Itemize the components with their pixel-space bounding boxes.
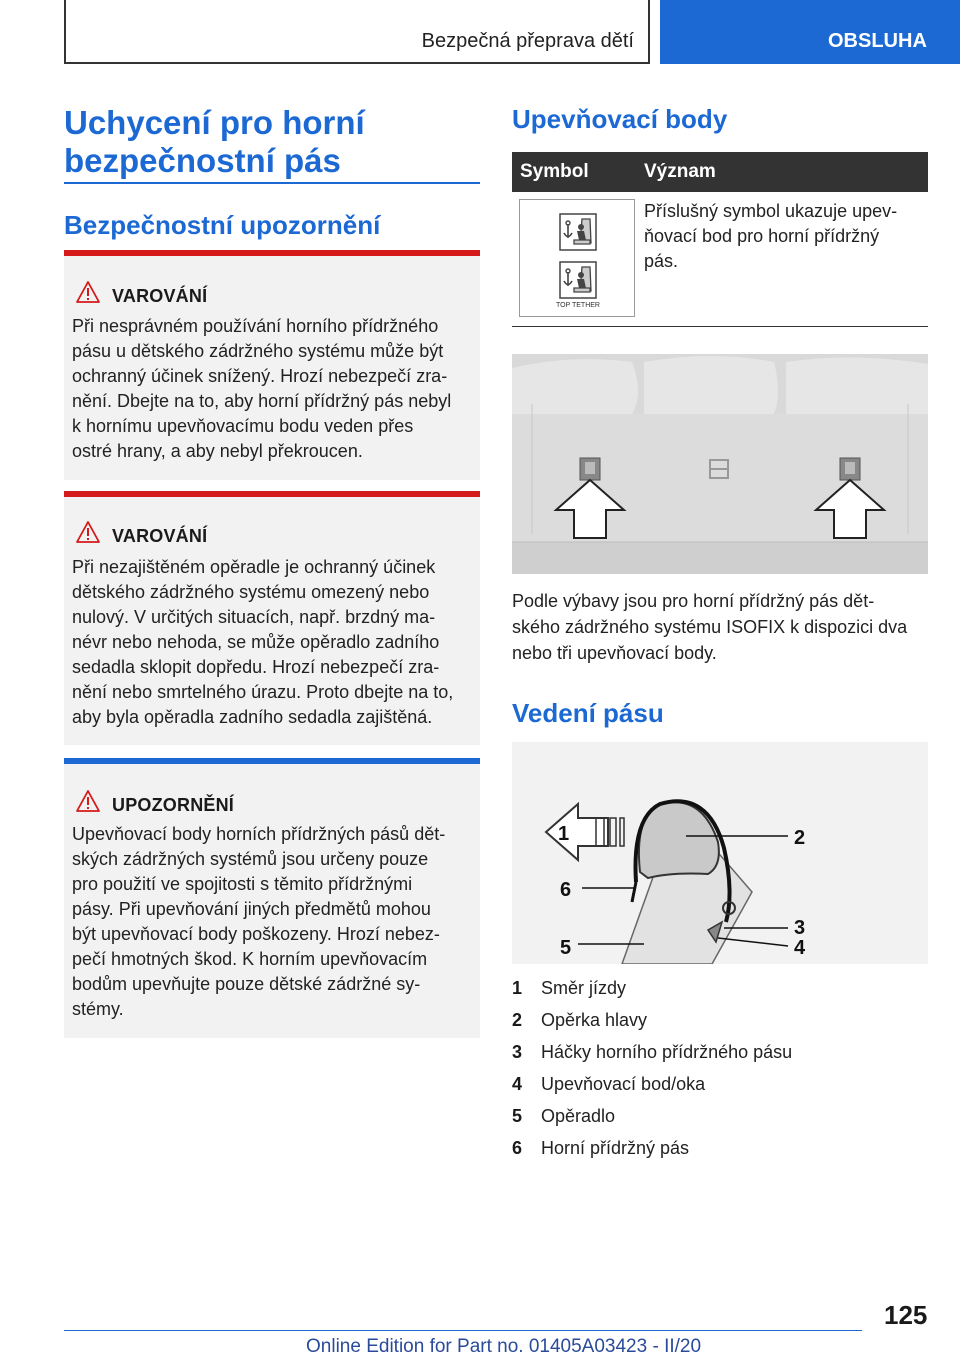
strap-routing-diagram xyxy=(512,742,928,964)
diagram-illustration xyxy=(512,742,928,964)
table-bottom-rule xyxy=(512,326,928,327)
list-item: 3 Háčky horního přídržného pásu xyxy=(512,1042,793,1062)
symbol-caption: TOP TETHER xyxy=(556,302,600,309)
diagram-legend xyxy=(512,975,928,1167)
callout-6: 6 xyxy=(560,879,572,901)
chapter-tab xyxy=(660,0,960,64)
header-section-box xyxy=(64,0,650,64)
caution-title: UPOZORNĚNÍ xyxy=(112,795,235,815)
title-rule xyxy=(64,182,480,184)
symbol-cell xyxy=(519,199,635,317)
caution-triangle-icon xyxy=(76,790,100,812)
list-item: 1 Směr jízdy xyxy=(512,978,627,998)
anchors-paragraph: Podle výbavy jsou pro horní přídržný pás dět- ského zádržného systému ISOFIX k dispozici dva nebo tři upevňovací body. xyxy=(512,591,908,663)
edition-note: Online Edition for Part no. 01405A03423 - II/20 xyxy=(306,1336,702,1357)
list-item: 4 Upevňovací bod/oka xyxy=(512,1074,706,1094)
page-number: 125 xyxy=(884,1300,928,1330)
callout-1: 1 xyxy=(558,823,570,845)
callout-2: 2 xyxy=(794,827,806,849)
list-item: 5 Opěradlo xyxy=(512,1106,616,1126)
list-item: 6 Horní přídržný pás xyxy=(512,1138,690,1158)
list-item: 2 Opěrka hlavy xyxy=(512,1010,648,1030)
child-seat-anchor-symbol-icon xyxy=(520,200,636,318)
chapter-label: OBSLUHA xyxy=(828,30,927,52)
safety-heading: Bezpečnostní upozornění xyxy=(64,210,381,240)
table-header xyxy=(512,152,928,192)
caution-box xyxy=(64,758,480,1038)
warning-title: VAROVÁNÍ xyxy=(112,286,208,306)
warning-text: Při nezajištěném opěradle je ochranný účinek dětského zádržného systému omezený nebo nulový. V určitých situacích, např. brzdný ma- névr nebo nehoda, se může opěradlo zadního sedadla sklopit dopředu. Hrozí nebezpečí zra- nění nebo smrtelného úrazu. Proto dbejte na to, aby byla opěradla zadního sedadla zajištěná. xyxy=(72,557,454,727)
column-header-symbol: Symbol xyxy=(520,161,589,182)
anchors-heading: Upevňovací body xyxy=(512,104,728,134)
column-header-meaning: Význam xyxy=(644,161,716,182)
page-title: Uchycení pro horní bezpečnostní pás xyxy=(64,104,365,179)
warning-triangle-icon xyxy=(76,521,100,543)
callout-5: 5 xyxy=(560,937,572,959)
section-title: Bezpečná přeprava dětí xyxy=(421,30,634,52)
warning-box-2 xyxy=(64,491,480,745)
warning-title: VAROVÁNÍ xyxy=(112,526,208,546)
warning-box-1 xyxy=(64,250,480,480)
caution-text: Upevňovací body horních přídržných pásů dět- ských zádržných systémů jsou určeny pouze pro použití ve spojitosti s těmito přídržnými pásy. Při upevňování jiných předmětů mohou být upevňovací body poškozeny. Hrozí nebez- pečí hmotných škod. K horním upevňovacím bodům upevňujte pouze dětské zádržné sy- stémy. xyxy=(72,824,446,1019)
warning-triangle-icon xyxy=(76,281,100,303)
callout-4: 4 xyxy=(794,937,806,959)
routing-heading: Vedení pásu xyxy=(512,698,664,728)
footer-rule xyxy=(64,1330,862,1331)
symbol-meaning: Příslušný symbol ukazuje upev- ňovací bod pro horní přídržný pás. xyxy=(644,201,898,271)
callout-3: 3 xyxy=(794,917,806,939)
anchor-points-photo xyxy=(512,354,928,574)
warning-text: Při nesprávném používání horního přídržného pásu u dětského zádržného systému může být ochranný účinek snížený. Hrozí nebezpečí zra- nění. Dbejte na to, aby horní přídržný pás nebyl k hornímu upevňovacímu bodu veden přes ostré hrany, a aby nebyl překroucen. xyxy=(72,316,452,461)
